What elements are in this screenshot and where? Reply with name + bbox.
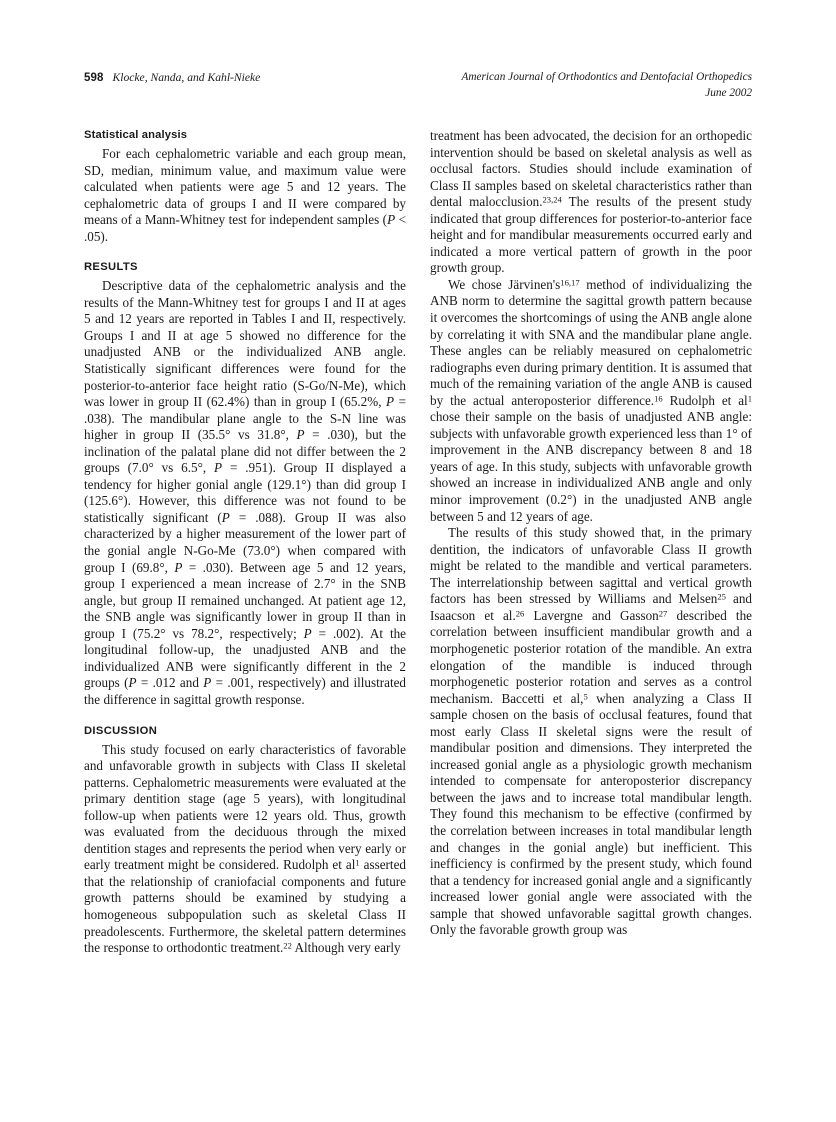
paragraph-discussion-1: This study focused on early characteristics of favorable and unfavorable growth in subjects with Class II skeletal patterns. Cephalometric measurements were evaluated at the primary dentition stage (age 5 years), with longitudinal follow-up when patients were 12 years old. Thus, growth was evaluated from the deciduous through the mixed dentition stages and represents the period when very early or early treatment might be considered. Rudolph et $al^1$ asserted that the relationship of craniofacial components and future growth patterns should be examined by studying a homogeneous subpopulation such as skeletal Class II preadolescents. Furthermore, the skeletal pattern determines the response to orthodontic treatment.$^{22}$ Although very early (84, 741, 406, 956)
paragraph-results: Descriptive data of the cephalometric analysis and the results of the Mann-Whitney test for groups I and II at ages 5 and 12 years are reported in Tables I and II, respectively. Groups I and II at age 5 showed no difference for the unadjusted ANB or the individualized ANB angle. Statistically significant differences were found for the posterior-to-anterior face height ratio (S-Go/N-Me), which was lower in group II (62.4%) than in group I (65.2%, P = .038). The mandibular plane angle to the S-N line was higher in group II (35.5° vs 31.8°, P = .030), but the inclination of the palatal plane did not differ between the 2 groups (7.0° vs 6.5°, P = .951). Group II displayed a tendency for higher gonial angle (129.1°) than did group I (125.6°). However, this difference was not found to be statistically significant (P = .088). Group II was also characterized by a higher measurement of the lower part of the gonial angle N-Go-Me (73.0°) when compared with group I (69.8°, P = .030). Between age 5 and 12 years, group I experienced a mean increase of 2.7° in the SNB angle, but group II remained unchanged. At patient age 12, the SNB angle was significantly lower in group II than in group I (75.2° vs 78.2°, respectively; P = .002). At the longitudinal follow-up, the unadjusted ANB and the individualized ANB were significantly different in the 2 groups (P = .012 and P = .001, respectively) and illustrated the difference in sagittal growth response. (84, 278, 407, 707)
right-column (430, 128, 752, 1073)
citation-ref: 27 (658, 608, 668, 619)
body-columns (84, 128, 752, 1073)
running-head-authors: Klocke, Nanda, and Kahl-Nieke (112, 71, 261, 84)
citation-ref: 5 (583, 690, 588, 701)
citation-ref: 16 (654, 393, 663, 404)
paragraph-jarvinen-method: We chose $Järvinen's^{16,17}$ method of individualizing the ANB norm to determine the sagittal growth pattern because it overcomes the shortcomings of using the ANB angle alone by correlating it with SNA and the mandibular plane angle. These angles can be reliably measured on cephalometric radiographs even during primary dentition. It is assumed that much of the remaining variation of the angle ANB is caused by the actual anteroposterior difference.$^{16}$ Rudolph et $al^1$ chose their sample on the basis of unadjusted ANB angle: subjects with unfavorable growth experienced less than 1° of improvement in the ANB discrepancy between 8 and 18 years of age. In this study, subjects with unfavorable growth showed an increase in individualized ANB angle and only minor improvement (0.2°) in the unadjusted ANB angle between 5 and 12 years of age. (430, 276, 753, 524)
citation-ref: 25 (717, 591, 726, 602)
paragraph-discussion-continued: treatment has been advocated, the decision for an orthopedic intervention should be based on skeletal analysis as well as occlusal factors. Studies should include examination of Class II samples based on skeletal characteristics rather than dental malocclusion.$^{23,24}$ The results of the present study indicated that group differences for posterior-to-anterior face height and for mandibular measurements occurred early and indicated a more vertical pattern of growth in the poor growth group. (430, 128, 752, 276)
heading-results: RESULTS (84, 261, 138, 274)
citation-ref: 26 (515, 608, 525, 619)
journal-title: American Journal of Orthodontics and Dentofacial Orthopedics (461, 71, 752, 83)
citation-ref: 22 (283, 940, 292, 951)
citation-ref: 16,17 (560, 277, 580, 288)
running-head-left (84, 70, 260, 86)
page-number: 598 (84, 72, 104, 84)
left-column (84, 128, 406, 1073)
paragraph-statistical-analysis: For each cephalometric variable and each group mean, SD, median, minimum value, and maximum value were calculated when patients were age 5 and 12 years. The cephalometric data of groups I and II were compared by means of a Mann-Whitney test for independent samples (P < .05). (84, 146, 406, 244)
heading-discussion: DISCUSSION (84, 724, 158, 737)
citation-ref: 1 (747, 393, 753, 404)
running-head (84, 70, 752, 101)
paragraph-study-results: The results of this study showed that, in the primary dentition, the indicators of unfavorable Class II growth might be related to the mandible and vertical parameters. The interrelationship between sagittal and vertical growth factors has been stressed by Williams and Melsen$^{25}$ and Isaacson et al.$^{26}$ Lavergne and Gasson$^{27}$ described the correlation between insufficient mandibular growth and a morphogenetic posterior rotation of the mandible. An extra elongation of the mandible is induced through morphogenetic posterior rotation and serves as a control mechanism. Baccetti et al,$^5$ when analyzing a Class II sample chosen on the basis of occlusal features, found that most early Class II skeletal signs were the result of mandibular position and dimensions. They interpreted the increased gonial angle as a physiologic growth mechanism intended to compensate for anteroposterior discrepancy between the jaws and to increase total mandibular length. They found this mechanism to be effective (confirmed by the correlation between increases in total mandibular length and changes in the gonial angle) but inefficient. This inefficiency is confirmed by the present study, which found that a tendency for increased gonial angle and a significantly increased lower gonial angle were associated with the sample that showed unfavorable sagittal growth changes. Only the favorable growth group was (430, 525, 752, 938)
citation-ref: 1 (355, 857, 360, 868)
citation-ref: 23,24 (542, 194, 562, 205)
running-head-right (461, 70, 752, 101)
heading-statistical-analysis: Statistical analysis (84, 129, 188, 141)
issue-date: June 2002 (705, 86, 752, 99)
